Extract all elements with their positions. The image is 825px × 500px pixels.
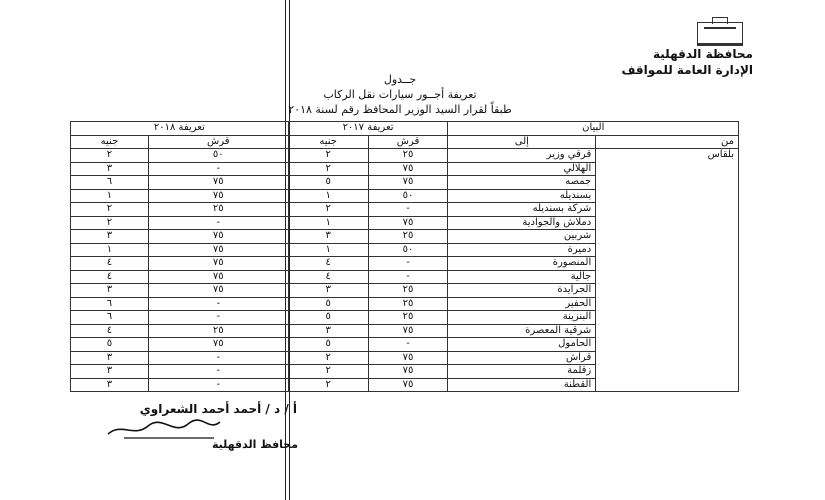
destination-cell: دملاش والجوادية	[448, 216, 596, 230]
pound-2018-cell: ٤	[71, 324, 149, 338]
qirsh-2017-cell: ٧٥	[368, 365, 448, 379]
qirsh-2017-cell: -	[368, 270, 448, 284]
destination-cell: زقلمة	[448, 365, 596, 379]
qirsh-2018-cell: -	[148, 162, 288, 176]
pound-2018-cell: ٢	[71, 203, 149, 217]
qirsh-2018-cell: ٧٥	[148, 338, 288, 352]
destination-cell: جالية	[448, 270, 596, 284]
pound-2018-cell: ٣	[71, 365, 149, 379]
pound-2017-cell: ٣	[288, 324, 368, 338]
pound-2018-cell: ٣	[71, 162, 149, 176]
pound-2017-cell: ٢	[288, 162, 368, 176]
destination-cell: دميرة	[448, 243, 596, 257]
header-tariff-2018: تعريفة ٢٠١٨	[71, 122, 289, 136]
qirsh-2018-cell: ٧٥	[148, 284, 288, 298]
qirsh-2017-cell: ٧٥	[368, 216, 448, 230]
emblem-icon	[697, 22, 743, 46]
pound-2018-cell: ٤	[71, 270, 149, 284]
header-tariff-2017: تعريفة ٢٠١٧	[288, 122, 448, 136]
destination-cell: البنزينة	[448, 311, 596, 325]
pound-2017-cell: ١	[288, 216, 368, 230]
qirsh-2018-cell: -	[148, 365, 288, 379]
title-line-3: طبقاً لقرار السيد الوزير المحافظ رقم لسنة ٢٠١٨	[288, 103, 512, 116]
qirsh-2017-cell: ٧٥	[368, 324, 448, 338]
destination-cell: قرقي وزير	[448, 149, 596, 163]
qirsh-2018-cell: ٧٥	[148, 257, 288, 271]
qirsh-2018-cell: -	[148, 311, 288, 325]
pound-2017-cell: ٥	[288, 338, 368, 352]
qirsh-2018-cell: ٧٥	[148, 270, 288, 284]
pound-2018-cell: ٣	[71, 351, 149, 365]
pound-2018-cell: ٣	[71, 378, 149, 392]
header-pound-2018: جنيه	[71, 135, 149, 149]
qirsh-2018-cell: ٢٥	[148, 324, 288, 338]
header-to: إلى	[448, 135, 596, 149]
handwritten-signature	[104, 416, 224, 442]
qirsh-2017-cell: ٢٥	[368, 297, 448, 311]
qirsh-2017-cell: ٧٥	[368, 351, 448, 365]
pound-2018-cell: ٦	[71, 297, 149, 311]
qirsh-2017-cell: ٢٥	[368, 230, 448, 244]
pound-2017-cell: ٤	[288, 257, 368, 271]
qirsh-2017-cell: ٢٥	[368, 284, 448, 298]
qirsh-2018-cell: ٥٠	[148, 149, 288, 163]
destination-cell: بسنديله	[448, 189, 596, 203]
pound-2018-cell: ٤	[71, 257, 149, 271]
destination-cell: شربين	[448, 230, 596, 244]
pound-2017-cell: ٣	[288, 284, 368, 298]
destination-cell: شركة بسنديله	[448, 203, 596, 217]
pound-2017-cell: ١	[288, 189, 368, 203]
table-row	[71, 149, 739, 163]
fare-table	[70, 121, 739, 392]
pound-2017-cell: ٢	[288, 149, 368, 163]
destination-cell: شرقية المعصرة	[448, 324, 596, 338]
title-line-1: جــدول	[383, 73, 417, 86]
pound-2018-cell: ٦	[71, 176, 149, 190]
pound-2017-cell: ٥	[288, 176, 368, 190]
pound-2017-cell: ٢	[288, 378, 368, 392]
signature-block	[97, 402, 297, 416]
destination-cell: جمصه	[448, 176, 596, 190]
destination-cell: قراش	[448, 351, 596, 365]
pound-2018-cell: ١	[71, 243, 149, 257]
signatory-name: أ / د / أحمد أحمد الشعراوي	[139, 402, 297, 416]
pound-2017-cell: ٢	[288, 351, 368, 365]
qirsh-2017-cell: ٢٥	[368, 311, 448, 325]
pound-2018-cell: ٢	[71, 216, 149, 230]
qirsh-2018-cell: -	[148, 378, 288, 392]
document-header	[621, 22, 753, 78]
table-header-row-1	[71, 122, 739, 136]
governorate-name: محافظة الدقهلية	[653, 47, 753, 61]
destination-cell: الجرايدة	[448, 284, 596, 298]
header-from: من	[596, 135, 739, 149]
qirsh-2017-cell: -	[368, 203, 448, 217]
table-header-row-2	[71, 135, 739, 149]
pound-2017-cell: ٥	[288, 297, 368, 311]
signatory-title: محافظ الدقهلية	[212, 438, 299, 451]
qirsh-2017-cell: ٢٥	[368, 149, 448, 163]
qirsh-2017-cell: ٧٥	[368, 176, 448, 190]
qirsh-2018-cell: ٧٥	[148, 176, 288, 190]
pound-2017-cell: ٢	[288, 365, 368, 379]
pound-2018-cell: ٦	[71, 311, 149, 325]
qirsh-2018-cell: ٧٥	[148, 230, 288, 244]
destination-cell: المنصورة	[448, 257, 596, 271]
qirsh-2018-cell: ٢٥	[148, 203, 288, 217]
pound-2018-cell: ٣	[71, 230, 149, 244]
header-qirsh-2018: قرش	[148, 135, 288, 149]
pound-2018-cell: ١	[71, 189, 149, 203]
qirsh-2018-cell: ٧٥	[148, 189, 288, 203]
origin-cell: بلقاس	[596, 149, 739, 392]
qirsh-2017-cell: ٥٠	[368, 189, 448, 203]
qirsh-2018-cell: ٧٥	[148, 243, 288, 257]
qirsh-2017-cell: ٥٠	[368, 243, 448, 257]
qirsh-2017-cell: ٧٥	[368, 378, 448, 392]
title-line-2: تعريفة أجــور سيارات نقل الركاب	[323, 88, 477, 101]
qirsh-2017-cell: -	[368, 257, 448, 271]
destination-cell: الحامول	[448, 338, 596, 352]
header-pound-2017: جنيه	[288, 135, 368, 149]
pound-2018-cell: ٢	[71, 149, 149, 163]
pound-2017-cell: ٢	[288, 203, 368, 217]
pound-2017-cell: ١	[288, 243, 368, 257]
qirsh-2017-cell: -	[368, 338, 448, 352]
pound-2017-cell: ٤	[288, 270, 368, 284]
destination-cell: الهلالي	[448, 162, 596, 176]
header-bayan: البيان	[448, 122, 739, 136]
qirsh-2018-cell: -	[148, 297, 288, 311]
qirsh-2017-cell: ٧٥	[368, 162, 448, 176]
header-qirsh-2017: قرش	[368, 135, 448, 149]
pound-2018-cell: ٣	[71, 284, 149, 298]
pound-2018-cell: ٥	[71, 338, 149, 352]
qirsh-2018-cell: -	[148, 216, 288, 230]
department-name: الإدارة العامة للمواقف	[621, 63, 753, 77]
destination-cell: القطنة	[448, 378, 596, 392]
document-titles	[230, 72, 570, 117]
qirsh-2018-cell: -	[148, 351, 288, 365]
pound-2017-cell: ٣	[288, 230, 368, 244]
destination-cell: الحفير	[448, 297, 596, 311]
pound-2017-cell: ٥	[288, 311, 368, 325]
